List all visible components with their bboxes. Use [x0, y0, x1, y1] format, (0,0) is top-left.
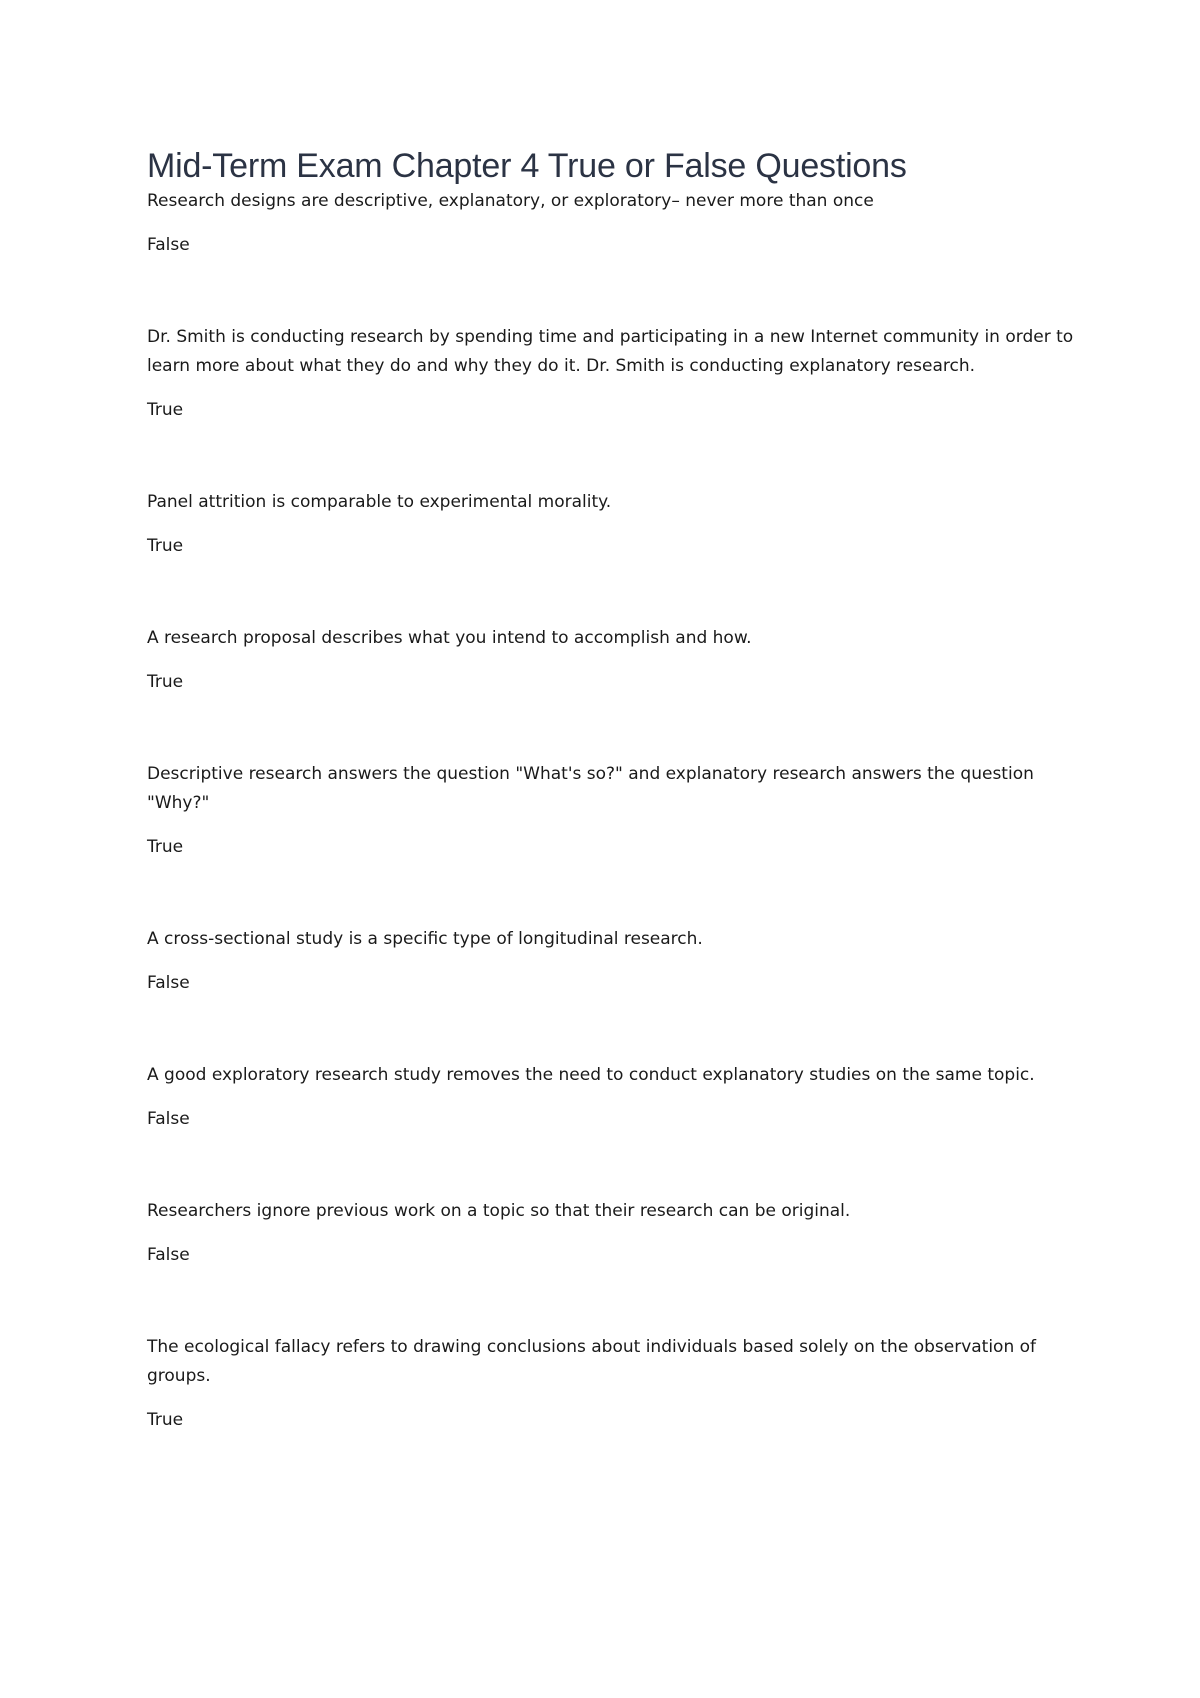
spacer — [147, 697, 1077, 760]
question-text: The ecological fallacy refers to drawing conclusions about individuals based solely on the observation of groups. — [147, 1337, 1037, 1386]
spacer — [147, 260, 1077, 323]
question-block-9 — [147, 1333, 1077, 1435]
answer-text: True — [147, 1410, 184, 1430]
question-block-1 — [147, 187, 1077, 260]
question-block-2 — [147, 323, 1077, 425]
spacer — [147, 1134, 1077, 1197]
question-block-8 — [147, 1197, 1077, 1270]
answer-text: False — [147, 1109, 190, 1129]
question-text: Research designs are descriptive, explanatory, or exploratory– never more than once — [147, 191, 874, 211]
question-text: Researchers ignore previous work on a topic so that their research can be original. — [147, 1201, 851, 1221]
question-text: Descriptive research answers the question "What's so?" and explanatory research answers the question "Why?" — [147, 764, 1034, 813]
question-block-5 — [147, 760, 1077, 862]
spacer — [147, 425, 1077, 488]
answer-text: False — [147, 973, 190, 993]
answer-text: True — [147, 536, 184, 556]
spacer — [147, 862, 1077, 925]
spacer — [147, 1270, 1077, 1333]
question-text: A good exploratory research study removes the need to conduct explanatory studies on the same topic. — [147, 1065, 1035, 1085]
question-text: Panel attrition is comparable to experimental morality. — [147, 492, 612, 512]
question-block-3 — [147, 488, 1077, 561]
question-block-7 — [147, 1061, 1077, 1134]
answer-text: True — [147, 400, 184, 420]
question-block-6 — [147, 925, 1077, 998]
answer-text: True — [147, 672, 184, 692]
answer-text: False — [147, 1245, 190, 1265]
question-block-4 — [147, 624, 1077, 697]
spacer — [147, 561, 1077, 624]
document-content — [147, 145, 1077, 1435]
answer-text: False — [147, 235, 190, 255]
document-title: Mid-Term Exam Chapter 4 True or False Questions — [147, 147, 907, 185]
question-text: A research proposal describes what you intend to accomplish and how. — [147, 628, 752, 648]
spacer — [147, 998, 1077, 1061]
answer-text: True — [147, 837, 184, 857]
question-text: Dr. Smith is conducting research by spending time and participating in a new Internet community in order to learn more about what they do and why they do it. Dr. Smith is conducting explanatory research. — [147, 327, 1074, 376]
question-text: A cross-sectional study is a specific type of longitudinal research. — [147, 929, 703, 949]
